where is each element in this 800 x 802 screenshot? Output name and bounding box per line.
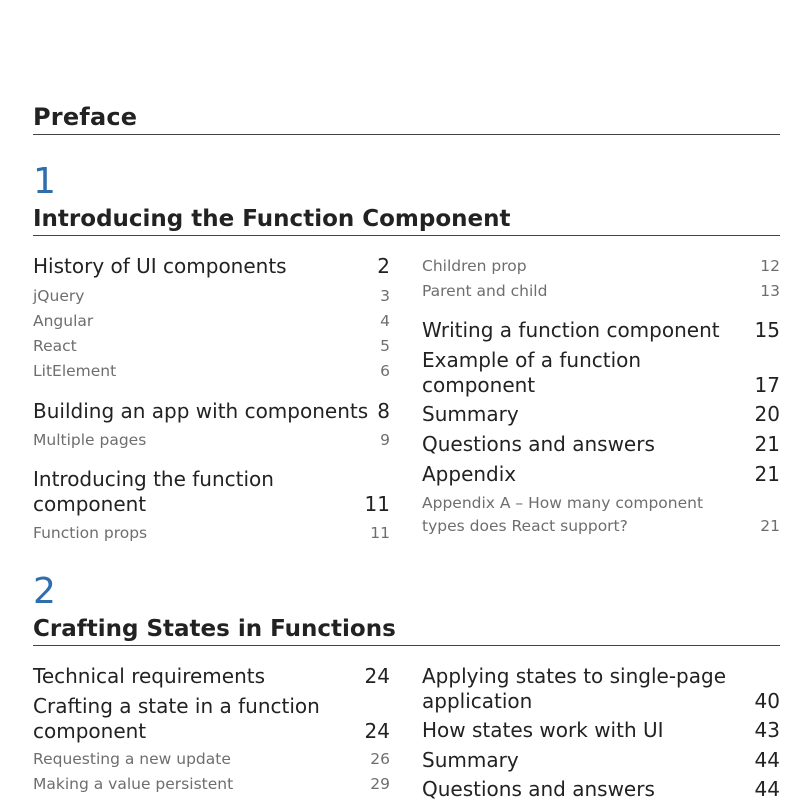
toc-entry-page: 44	[754, 777, 780, 801]
toc-entry-title: React	[33, 337, 77, 355]
toc-entry-title: Requesting a new update	[33, 750, 231, 768]
toc-entry-page: 11	[370, 524, 390, 542]
toc-entry-title: Summary	[422, 402, 519, 426]
toc-entry[interactable]	[33, 773, 390, 796]
toc-entry-page: 4	[380, 312, 390, 330]
toc-entry-page: 44	[754, 748, 780, 772]
toc-entry-page: 15	[754, 318, 780, 342]
toc-entry-page: 43	[754, 718, 780, 742]
preface-heading[interactable]: Preface	[33, 103, 780, 135]
toc-entry[interactable]	[33, 360, 390, 383]
toc-entry-title: Function props	[33, 524, 148, 542]
toc-entry[interactable]	[422, 748, 780, 773]
toc-entry[interactable]	[422, 318, 780, 343]
toc-entry-page: 21	[754, 462, 780, 486]
toc-entry-title: Building an app with components	[33, 399, 369, 423]
toc-entry-page: 12	[760, 257, 780, 275]
toc-entry-title: Making a value persistent	[33, 775, 234, 793]
toc-entry-title: Example of a function component	[422, 348, 642, 397]
toc-entry-page: 3	[380, 287, 390, 305]
toc-entry-page: 9	[380, 431, 390, 449]
toc-entry-page: 24	[364, 664, 390, 688]
toc-entry[interactable]	[33, 335, 390, 358]
toc-entry-page: 21	[754, 432, 780, 456]
toc-entry[interactable]	[422, 777, 780, 802]
toc-entry-title: How states work with UI	[422, 718, 664, 742]
toc-entry-title: Angular	[33, 312, 94, 330]
toc-entry-page: 21	[760, 517, 780, 535]
toc-entry[interactable]	[422, 718, 780, 743]
toc-entry-title: Parent and child	[422, 282, 548, 300]
toc-entry-title: Summary	[422, 748, 519, 772]
toc-entry-page: 26	[370, 750, 390, 768]
toc-entry-page: 20	[754, 402, 780, 426]
toc-entry[interactable]	[33, 664, 390, 689]
chapter-number: 1	[33, 161, 56, 202]
toc-entry-page: 2	[377, 254, 390, 278]
toc-entry[interactable]	[33, 429, 390, 452]
toc-entry[interactable]	[33, 310, 390, 333]
toc-entry-page: 8	[377, 399, 390, 423]
toc-entry-page: 11	[364, 492, 390, 516]
toc-entry-title: Questions and answers	[422, 777, 655, 801]
toc-entry[interactable]	[422, 462, 780, 487]
toc-entry-page: 5	[380, 337, 390, 355]
toc-entry[interactable]	[33, 399, 390, 424]
toc-entry[interactable]	[33, 467, 390, 517]
chapter-number: 2	[33, 571, 56, 612]
toc-page	[33, 0, 780, 800]
toc-entry[interactable]	[422, 664, 780, 714]
toc-entry-title: Crafting a state in a function component	[33, 694, 320, 743]
toc-entry[interactable]	[422, 348, 780, 398]
toc-entry[interactable]	[422, 432, 780, 457]
toc-entry-title: Children prop	[422, 257, 527, 275]
toc-entry-page: 17	[754, 373, 780, 397]
toc-entry-title: Technical requirements	[33, 664, 266, 688]
toc-entry-title: Applying states to single-page application	[422, 664, 727, 713]
chapter-title[interactable]: Crafting States in Functions	[33, 616, 780, 646]
toc-entry[interactable]	[33, 254, 390, 279]
toc-entry[interactable]	[422, 280, 780, 303]
toc-entry[interactable]	[33, 522, 390, 545]
toc-entry-title: Appendix A – How many component types does React support?	[422, 494, 704, 535]
toc-entry-title: Appendix	[422, 462, 517, 486]
chapter-title[interactable]: Introducing the Function Component	[33, 206, 780, 236]
toc-entry[interactable]	[422, 402, 780, 427]
toc-entry-title: Introducing the function component	[33, 467, 274, 516]
toc-entry-page: 40	[754, 689, 780, 713]
toc-entry-title: History of UI components	[33, 254, 287, 278]
toc-entry-title: LitElement	[33, 362, 117, 380]
toc-entry-page: 13	[760, 282, 780, 300]
toc-entry[interactable]	[422, 492, 780, 538]
toc-entry[interactable]	[33, 285, 390, 308]
toc-entry-title: Questions and answers	[422, 432, 655, 456]
toc-entry-title: Multiple pages	[33, 431, 147, 449]
toc-entry-title: jQuery	[33, 287, 85, 305]
toc-entry-page: 6	[380, 362, 390, 380]
toc-entry[interactable]	[33, 694, 390, 744]
toc-entry-page: 24	[364, 719, 390, 743]
toc-entry-title: Writing a function component	[422, 318, 720, 342]
toc-entry[interactable]	[422, 255, 780, 278]
toc-entry[interactable]	[33, 748, 390, 771]
toc-entry-page: 29	[370, 775, 390, 793]
